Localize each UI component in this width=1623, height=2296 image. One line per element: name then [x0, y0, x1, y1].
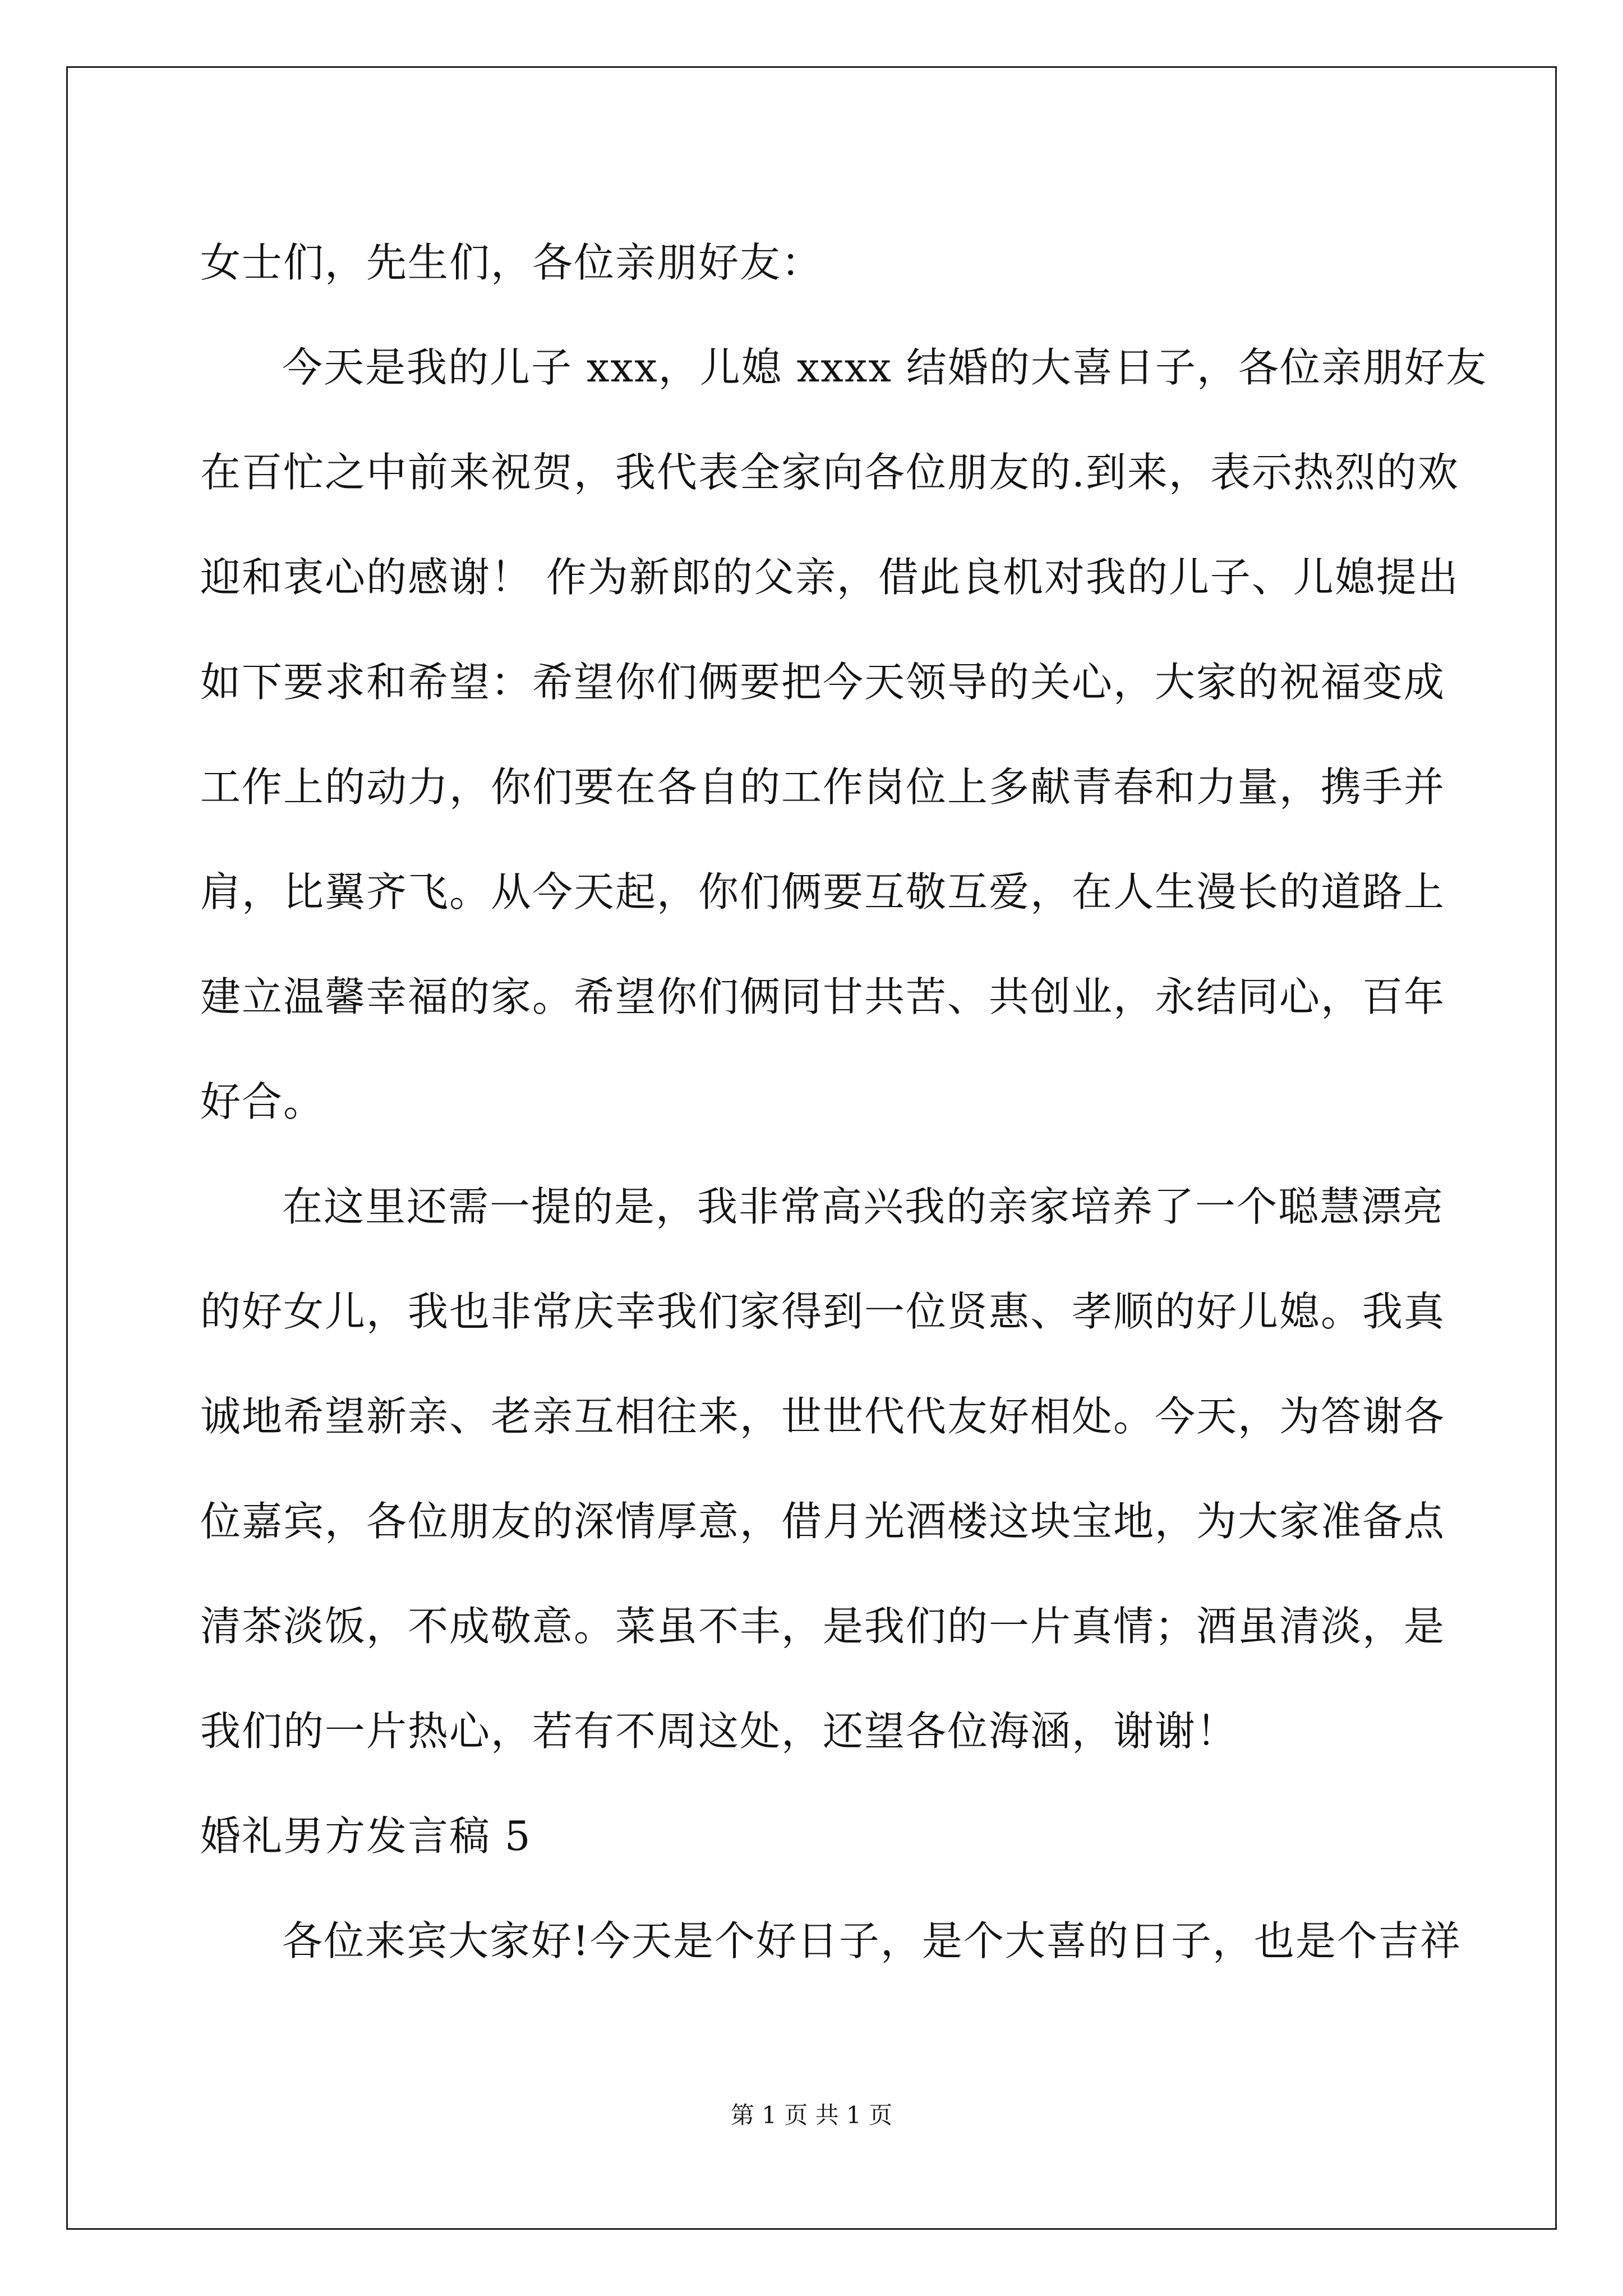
text-line: 如下要求和希望：希望你们俩要把今天领导的关心，大家的祝福变成: [200, 659, 1446, 706]
text-line: 各位来宾大家好!今天是个好日子，是个大喜的日子，也是个吉祥: [282, 1917, 1461, 1964]
text-line: 今天是我的儿子 xxx，儿媳 xxxx 结婚的大喜日子，各位亲朋好友: [282, 344, 1487, 391]
text-line: 迎和衷心的感谢！ 作为新郎的父亲，借此良机对我的儿子、儿媳提出: [200, 554, 1459, 601]
text-line: 我们的一片热心，若有不周这处，还望各位海涵，谢谢！: [200, 1708, 1238, 1755]
text-line: 的好女儿，我也非常庆幸我们家得到一位贤惠、孝顺的好儿媳。我真: [200, 1288, 1446, 1335]
text-line: 清茶淡饭，不成敬意。菜虽不丰，是我们的一片真情；酒虽清淡，是: [200, 1603, 1446, 1650]
text-line: 在百忙之中前来祝贺，我代表全家向各位朋友的.到来，表示热烈的欢: [200, 449, 1459, 496]
text-line: 肩，比翼齐飞。从今天起，你们俩要互敬互爱，在人生漫长的道路上: [200, 868, 1446, 915]
text-line: 好合。: [200, 1078, 325, 1125]
text-line: 诚地希望新亲、老亲互相往来，世世代代友好相处。今天，为答谢各: [200, 1393, 1446, 1440]
text-line: 在这里还需一提的是，我非常高兴我的亲家培养了一个聪慧漂亮: [282, 1183, 1445, 1230]
text-line: 女士们，先生们，各位亲朋好友：: [200, 239, 823, 286]
document-body: [200, 210, 1487, 1994]
page-footer: 第 1 页 共 1 页: [730, 2101, 893, 2129]
text-line: 工作上的动力，你们要在各自的工作岗位上多献青春和力量，携手并: [200, 763, 1446, 811]
text-line: 建立温馨幸福的家。希望你们俩同甘共苦、共创业，永结同心，百年: [200, 973, 1446, 1020]
section-heading: 婚礼男方发言稿 5: [200, 1812, 532, 1860]
text-line: 位嘉宾，各位朋友的深情厚意，借月光酒楼这块宝地，为大家准备点: [200, 1498, 1446, 1545]
